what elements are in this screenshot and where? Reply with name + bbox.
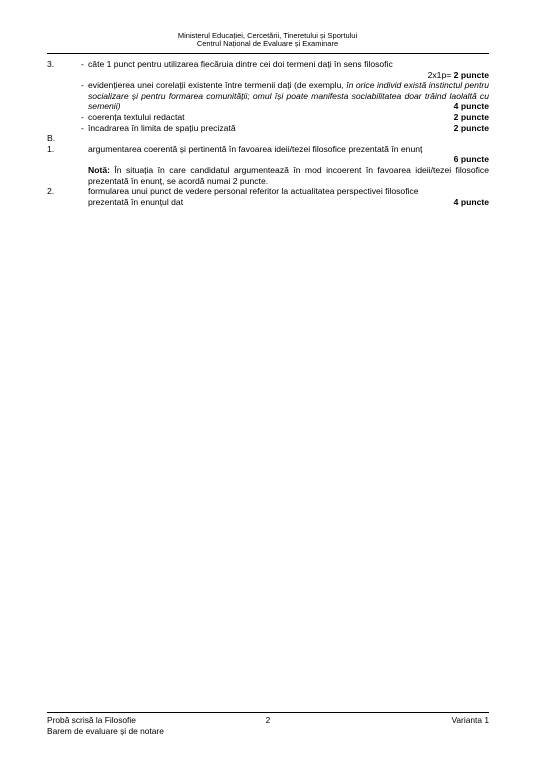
header-center: Centrul Național de Evaluare și Examinare: [196, 39, 339, 49]
item-number: 1.: [47, 143, 55, 154]
points-line: [47, 70, 489, 81]
page-header: [0, 32, 535, 49]
points-value: 2 puncte: [453, 111, 489, 122]
item-3-bullet-2: [47, 80, 489, 112]
document-body: [47, 59, 489, 207]
footer-exam-name: Probă scrisă la Filosofie: [47, 715, 136, 725]
item-text: formularea unui punct de vedere personal referitor la actualitatea perspectivei filosofice: [88, 186, 419, 197]
note: [88, 165, 489, 186]
points-formula: 2x1p=: [427, 69, 452, 80]
item-3-bullet-4: [47, 123, 489, 134]
item-text-continued: prezentată în enunțul dat: [88, 196, 184, 207]
points-value: 4 puncte: [453, 101, 489, 112]
item-3-bullet-1: [47, 59, 489, 80]
bullet-dash: -: [81, 59, 84, 69]
bullet-text-regular: evidențierea unei corelații existente între termenii dați (de exemplu,: [88, 80, 347, 91]
points-value: 4 puncte: [453, 196, 489, 207]
footer-divider: [47, 712, 489, 713]
bullet-text: încadrarea în limita de spațiu precizată: [88, 122, 236, 133]
header-ministry: Ministerul Educației, Cercetării, Tineretului și Sportului: [177, 31, 358, 40]
section-b-item-2: [47, 186, 489, 207]
section-b-label: B.: [47, 133, 56, 144]
points-value: 6 puncte: [453, 154, 489, 165]
item-text: argumentarea coerentă și pertinentă în favoarea ideii/tezei filosofice prezentată în enunț: [88, 143, 423, 154]
bullet-text: câte 1 punct pentru utilizarea fiecăruia dintre cei doi termeni dați în sens filosofic: [88, 59, 393, 69]
points-value: 2 puncte: [453, 69, 489, 80]
note-text: În situația în care candidatul argumentează în mod incoerent în favoarea ideii/tezei filosofice prezentată în enunț, se acordă numai 2 puncte.: [88, 164, 489, 186]
item-number: 3.: [47, 59, 55, 69]
note-label: Notă:: [88, 164, 110, 175]
footer-page-number: 2: [265, 715, 271, 725]
section-b-item-1: [47, 144, 489, 186]
item-number: 2.: [47, 186, 55, 197]
bullet-text: coerența textului redactat: [88, 111, 185, 122]
bullet-dash: -: [81, 80, 84, 91]
footer-variant: Varianta 1: [451, 715, 489, 725]
bullet-text-example: în orice individ există instinctul pentru socializare și pentru formarea comunității; omul își poate manifesta sociabilitatea doar trăind laolaltă cu semenii): [88, 80, 489, 112]
item-3-bullet-3: [47, 112, 489, 123]
header-divider: [47, 53, 489, 54]
bullet-dash: -: [81, 122, 84, 133]
points-value: 2 puncte: [453, 122, 489, 133]
footer-document-type: Barem de evaluare și de notare: [47, 726, 164, 736]
bullet-dash: -: [81, 111, 84, 122]
